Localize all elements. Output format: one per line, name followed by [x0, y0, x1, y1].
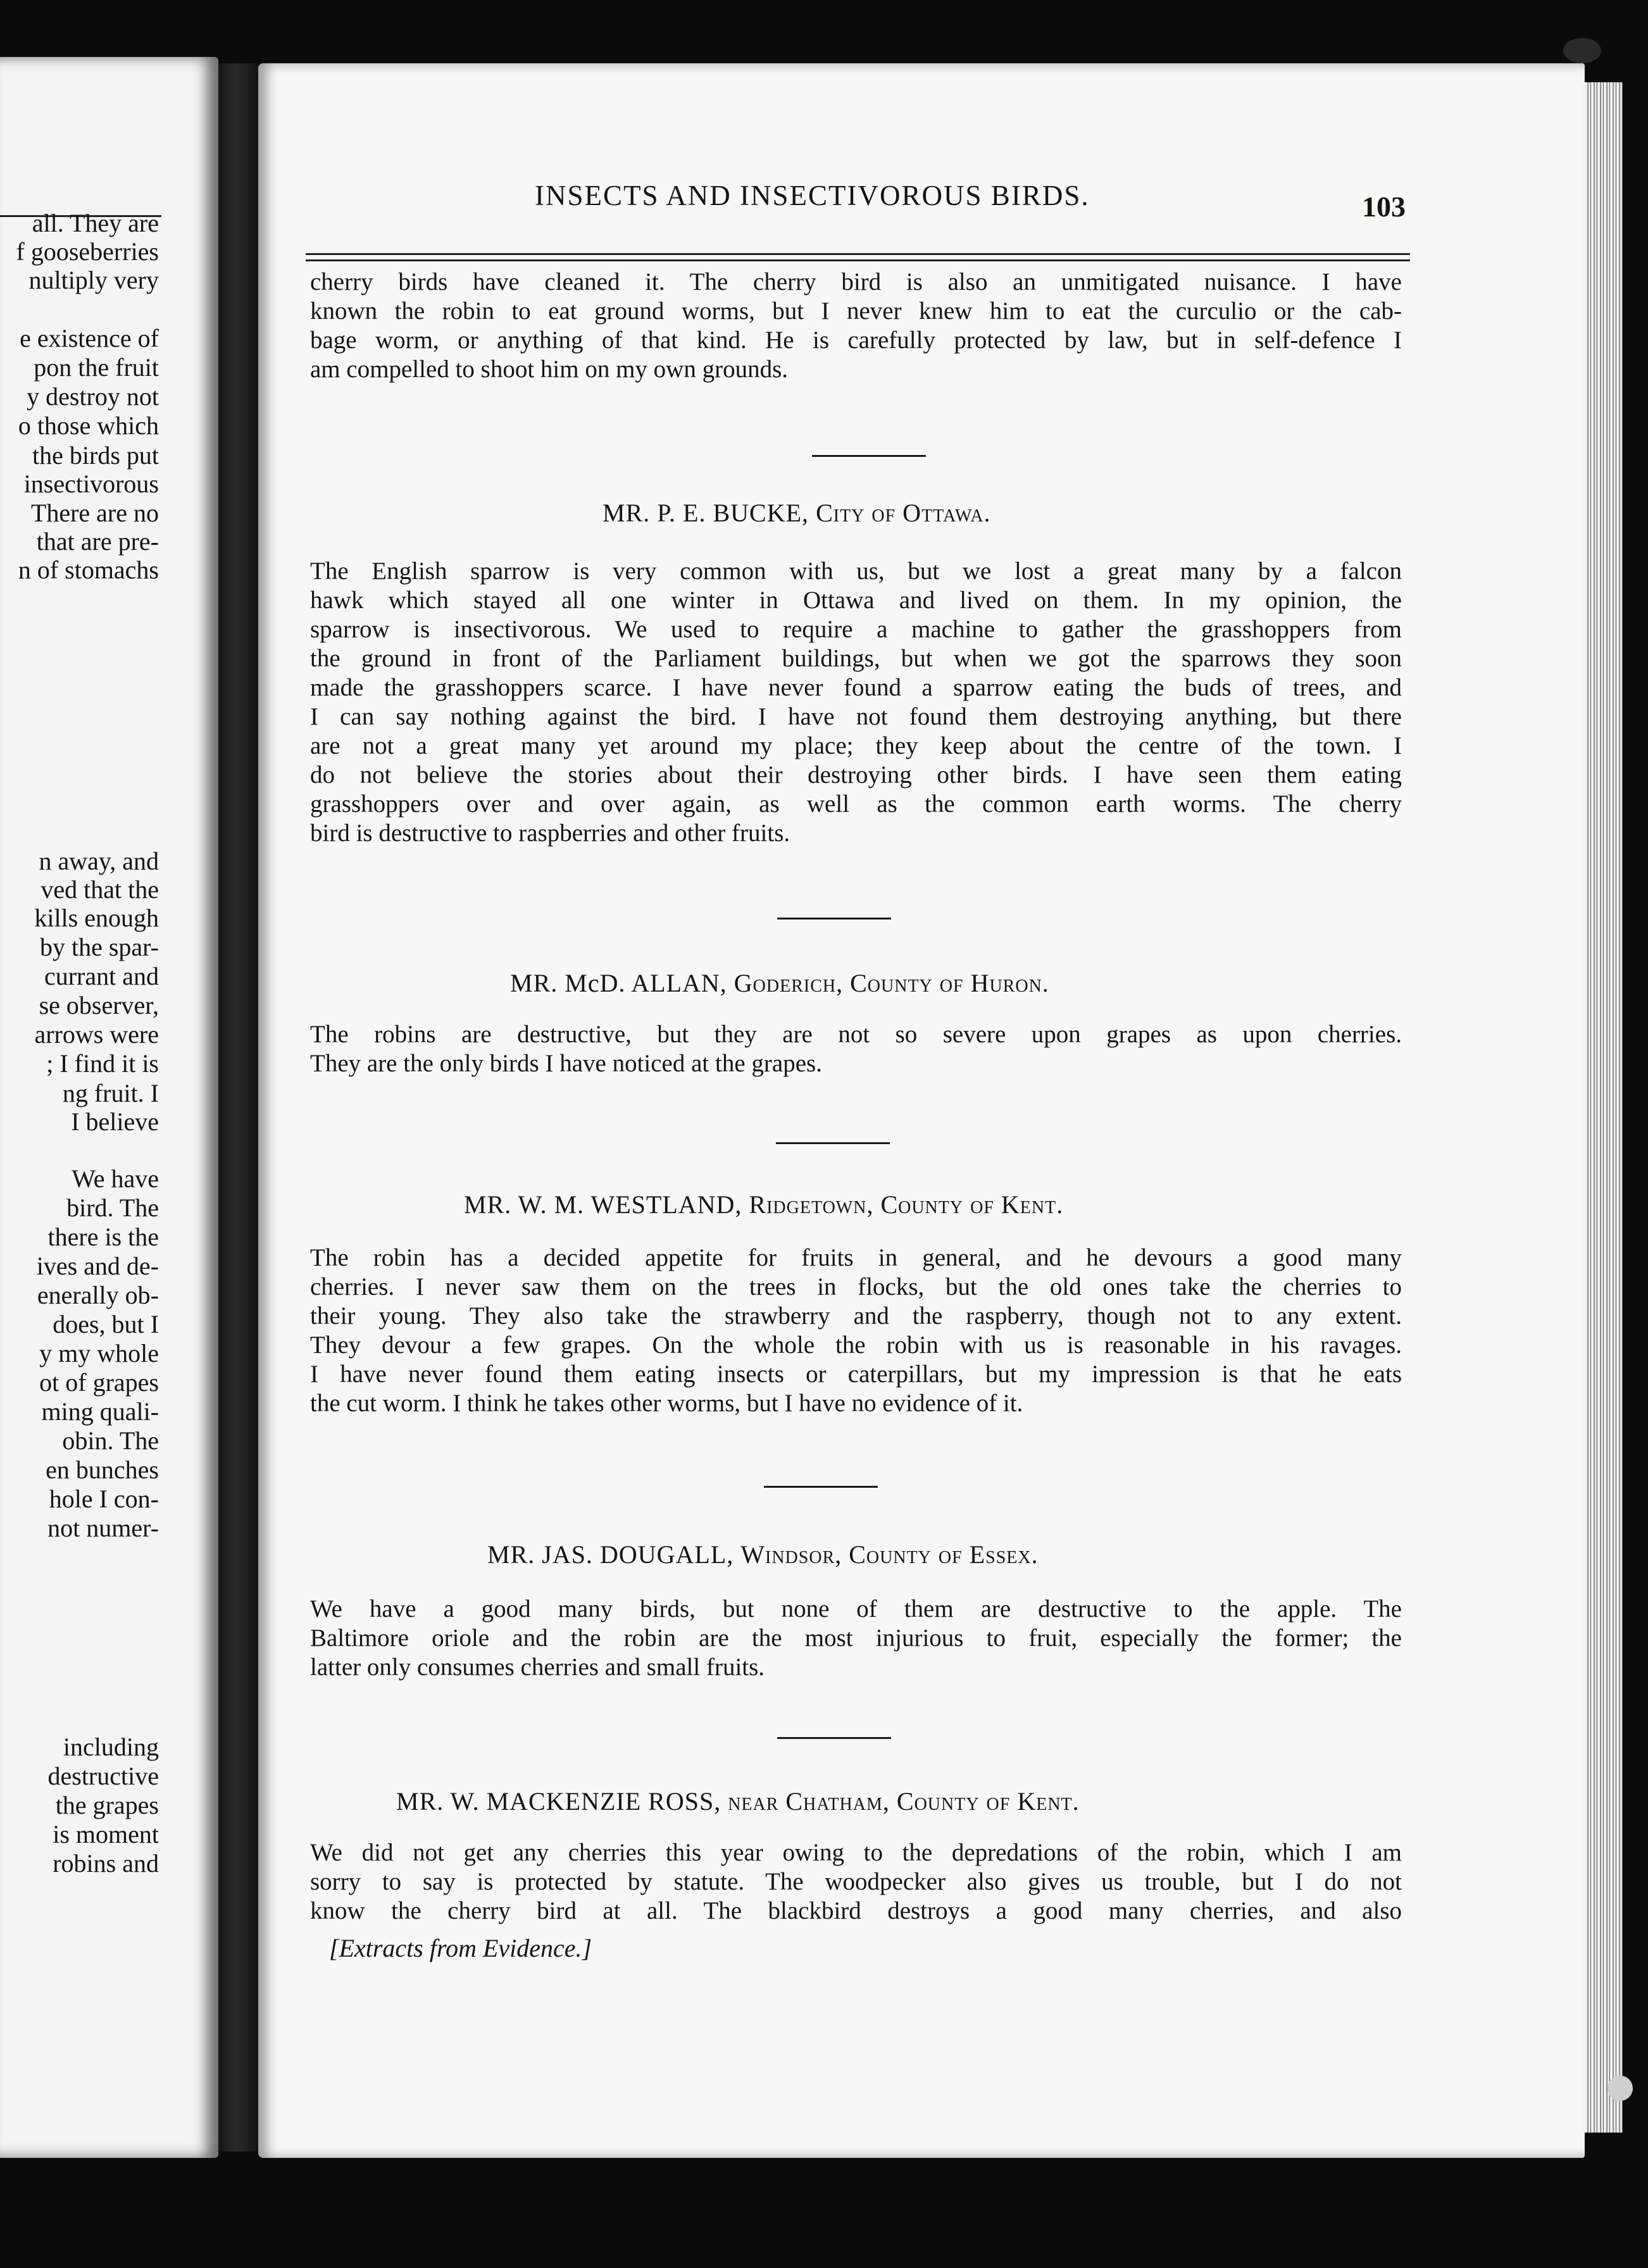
- left-column-line: ot of grapes: [39, 1368, 159, 1397]
- paragraph-line: We did not get any cherries this year owing to the depredations of the robin, which I am: [310, 1839, 1402, 1866]
- paragraph-line: made the grasshoppers scarce. I have never found a sparrow eating the buds of trees, and: [310, 674, 1402, 701]
- left-column-line: the grapes: [55, 1791, 159, 1819]
- section-separator: [776, 1142, 890, 1144]
- section-heading-ross: [396, 1786, 1080, 1816]
- left-column-line: n of stomachs: [18, 556, 159, 584]
- paragraph-line: I have never found them eating insects or caterpillars, but my impression is that he eats: [310, 1361, 1402, 1388]
- left-column-line: arrows were: [34, 1020, 159, 1049]
- correspondent-name: MR. JAS. DOUGALL,: [487, 1540, 734, 1569]
- left-column-line: ; I find it is: [46, 1049, 159, 1078]
- paragraph-line: The English sparrow is very common with us, but we lost a great many by a falcon: [310, 558, 1402, 585]
- continuation-line: am compelled to shoot him on my own grounds.: [310, 356, 789, 383]
- paragraph-line: are not a great many yet around my place; they keep about the centre of the town. I: [310, 732, 1402, 759]
- left-column-line: currant and: [44, 962, 159, 990]
- section-heading-bucke: [602, 498, 991, 528]
- left-column-line: ives and de-: [36, 1252, 159, 1280]
- running-head: INSECTS AND INSECTIVOROUS BIRDS.: [535, 180, 1090, 211]
- paragraph-line: I can say nothing against the bird. I have not found them destroying anything, but there: [310, 703, 1402, 730]
- section-heading-westland: [464, 1190, 1063, 1219]
- paragraph-line: They are the only birds I have noticed at the grapes.: [310, 1050, 822, 1077]
- left-column-line: ng fruit. I: [62, 1079, 159, 1107]
- paragraph-line: Baltimore oriole and the robin are the most injurious to fruit, especially the former; the: [310, 1624, 1402, 1652]
- correspondent-name: MR. W. MACKENZIE ROSS,: [396, 1787, 721, 1816]
- left-column-line: does, but I: [53, 1310, 159, 1338]
- paragraph-line: know the cherry bird at all. The blackbird destroys a good many cherries, and also: [310, 1897, 1402, 1924]
- correspondent-place: Ridgetown, County of Kent.: [749, 1190, 1064, 1219]
- paragraph-line: They devour a few grapes. On the whole the robin with us is reasonable in his ravages.: [310, 1331, 1402, 1359]
- left-column-line: nultiply very: [28, 266, 159, 294]
- left-column-line: destructive: [47, 1762, 159, 1790]
- left-column-line: en bunches: [46, 1455, 159, 1484]
- continuation-line: cherry birds have cleaned it. The cherry bird is also an unmitigated nuisance. I have: [310, 268, 1402, 296]
- section-separator: [777, 1737, 891, 1739]
- left-column-line: y my whole: [39, 1339, 159, 1368]
- paragraph-line: We have a good many birds, but none of them are destructive to the apple. The: [310, 1595, 1402, 1623]
- paragraph-line: the cut worm. I think he takes other worms, but I have no evidence of it.: [310, 1390, 1023, 1417]
- left-column-line: hole I con-: [49, 1485, 159, 1513]
- paragraph-line: their young. They also take the strawberry and the raspberry, though not to any extent.: [310, 1302, 1402, 1330]
- left-column-line: o those which: [18, 411, 159, 440]
- left-column-line: ved that the: [41, 875, 159, 904]
- left-column-line: including: [63, 1733, 159, 1761]
- paragraph-line: cherries. I never saw them on the trees in flocks, but the old ones take the cherries to: [310, 1273, 1402, 1300]
- page-number: 103: [1362, 190, 1406, 223]
- paragraph-line: The robins are destructive, but they are not so severe upon grapes as upon cherries.: [310, 1021, 1402, 1048]
- section-separator: [812, 455, 926, 457]
- left-column-line: There are no: [30, 499, 159, 527]
- left-column-line: robins and: [53, 1849, 159, 1878]
- scan-speck: [1607, 2076, 1633, 2101]
- correspondent-name: MR. McD. ALLAN,: [510, 969, 727, 997]
- left-column-line: enerally ob-: [37, 1281, 159, 1309]
- left-column-line: I believe: [71, 1107, 159, 1136]
- correspondent-place: Windsor, County of Essex.: [740, 1540, 1039, 1569]
- correspondent-place: City of Ottawa.: [816, 499, 991, 527]
- left-column-line: n away, and: [39, 847, 159, 875]
- left-column-line: y destroy not: [27, 382, 159, 411]
- book-gutter: [218, 63, 263, 2152]
- page-fore-edge: [1585, 82, 1623, 2133]
- left-column-line: not numer-: [47, 1514, 159, 1542]
- paragraph-line: sparrow is insectivorous. We used to require a machine to gather the grasshoppers from: [310, 616, 1402, 643]
- left-column-line: bird. The: [66, 1193, 159, 1222]
- left-column-line: obin. The: [62, 1426, 159, 1455]
- left-column-line: kills enough: [34, 904, 159, 932]
- section-heading-allan: [510, 968, 1049, 998]
- left-column-line: the birds put: [32, 441, 159, 470]
- paragraph-line: grasshoppers over and over again, as well as the common earth worms. The cherry: [310, 790, 1402, 818]
- left-column-line: ming quali-: [41, 1397, 159, 1426]
- section-separator: [777, 918, 891, 919]
- left-column-line: that are pre-: [36, 527, 159, 556]
- paragraph-line: bird is destructive to raspberries and other fruits.: [310, 819, 790, 847]
- section-heading-dougall: [487, 1540, 1039, 1569]
- section-separator: [764, 1486, 878, 1488]
- left-column-line: se observer,: [39, 991, 159, 1019]
- extracts-note: [Extracts from Evidence.]: [329, 1934, 592, 1962]
- left-column-line: is moment: [53, 1820, 159, 1848]
- paragraph-line: do not believe the stories about their destroying other birds. I have seen them eating: [310, 761, 1402, 788]
- paragraph-line: latter only consumes cherries and small fruits.: [310, 1654, 765, 1681]
- left-column-line: We have: [72, 1164, 159, 1193]
- left-page-fragment: [0, 57, 218, 2158]
- continuation-line: known the robin to eat ground worms, but I never knew him to eat the curculio or the cab-: [310, 297, 1402, 325]
- paragraph-line: the ground in front of the Parliament buildings, but when we got the sparrows they soon: [310, 645, 1402, 672]
- correspondent-name: MR. W. M. WESTLAND,: [464, 1190, 742, 1219]
- left-column-line: by the spar-: [39, 933, 159, 961]
- left-column-line: there is the: [47, 1223, 159, 1251]
- continuation-line: bage worm, or anything of that kind. He is carefully protected by law, but in self-defence I: [310, 327, 1402, 354]
- scan-speck: [1563, 38, 1601, 63]
- left-column-line: f gooseberries: [16, 237, 159, 266]
- correspondent-place: Goderich, County of Huron.: [733, 969, 1049, 997]
- paragraph-line: sorry to say is protected by statute. The woodpecker also gives us trouble, but I do not: [310, 1868, 1402, 1895]
- left-column-line: pon the fruit: [34, 353, 159, 382]
- header-rule-top: [306, 253, 1410, 255]
- correspondent-name: MR. P. E. BUCKE,: [602, 499, 809, 527]
- left-column-line: e existence of: [20, 324, 159, 352]
- paragraph-line: The robin has a decided appetite for fruits in general, and he devours a good many: [310, 1244, 1402, 1271]
- correspondent-place: near Chatham, County of Kent.: [728, 1787, 1080, 1816]
- left-column-line: all. They are: [32, 209, 159, 237]
- header-rule-bottom: [306, 259, 1410, 261]
- paragraph-line: hawk which stayed all one winter in Ottawa and lived on them. In my opinion, the: [310, 587, 1402, 614]
- left-column-line: insectivorous: [23, 470, 159, 498]
